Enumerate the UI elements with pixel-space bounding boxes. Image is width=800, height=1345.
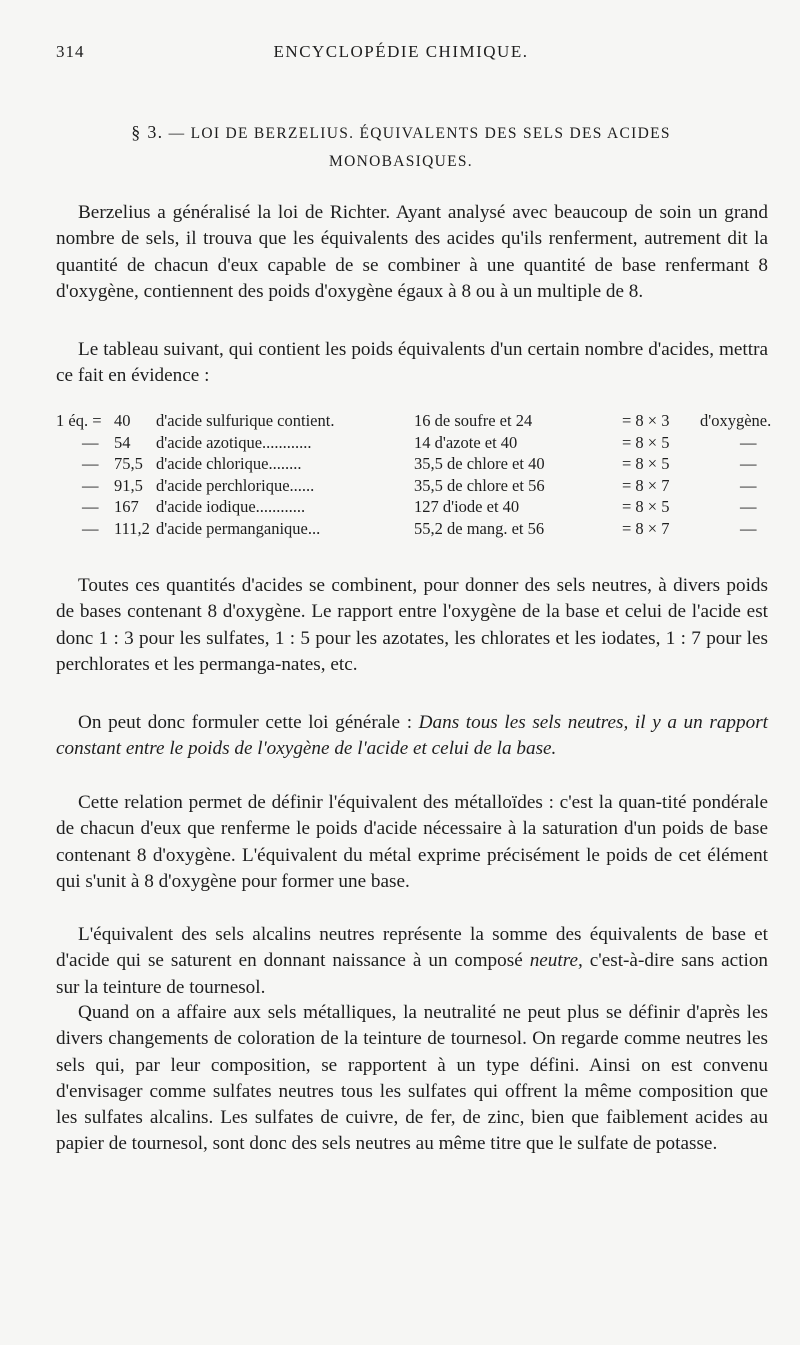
element-content: 127 d'iode et 40: [414, 497, 520, 517]
row-prefix: 1 éq. =: [56, 411, 102, 430]
acid-name: d'acide azotique............: [156, 432, 312, 452]
row-note: —: [740, 454, 757, 474]
paragraph-2-text: Le tableau suivant, qui contient les poids équivalents d'un certain nombre d'acides, mettra ce fait en évidence :: [56, 339, 768, 387]
acid-quantity: 40: [114, 411, 131, 430]
paragraph-4-law-italic: Dans tous les sels neutres, il y a un rapport constant entre le poids de l'oxygène de l'acide et celui de la base.: [56, 712, 769, 760]
oxygen-relation: = 8 × 3: [622, 411, 670, 430]
element-content: 35,5 de chlore et 56: [414, 475, 545, 495]
paragraph-5: [56, 790, 768, 895]
oxygen-relation: = 8 × 7: [622, 475, 670, 495]
table-row: [56, 432, 768, 454]
page-number: 314: [56, 42, 85, 61]
acid-name: d'acide iodique............: [156, 497, 306, 517]
table-row: [56, 410, 772, 432]
element-content: 55,2 de mang. et 56: [414, 518, 545, 538]
paragraph-1-text: Berzelius a généralisé la loi de Richter. Ayant analysé avec beaucoup de soin un grand nombre de sels, il trouva que les équivalents des acides qu'ils renferment, autrement dit la quantité de chacun d'eux capable de se combiner à une quantité de base renfermant 8 d'oxygène, contiennent des poids d'oxygène égaux à 8 ou à un multiple de 8.: [56, 202, 768, 302]
acid-quantity: 54: [114, 432, 131, 452]
acid-quantity: 111,2: [114, 518, 150, 538]
paragraph-7: [56, 1000, 768, 1158]
paragraph-6-end: c'est-à-dire sans action sur la teinture de tournesol.: [56, 950, 769, 998]
oxygen-relation: = 8 × 5: [622, 432, 670, 452]
acid-name: d'acide sulfurique contient.: [156, 411, 335, 430]
row-note: —: [740, 432, 757, 452]
section-title: [56, 118, 746, 176]
paragraph-6: [56, 922, 768, 1001]
oxygen-relation: = 8 × 7: [622, 518, 670, 538]
element-content: 16 de soufre et 24: [414, 411, 533, 430]
row-prefix: —: [82, 454, 99, 474]
table-row: [56, 475, 768, 497]
page-header: [56, 42, 746, 70]
paragraph-2: [56, 337, 768, 390]
row-note: —: [740, 518, 757, 538]
paragraph-3-text: Toutes ces quantités d'acides se combinent, pour donner des sels neutres, à divers poids de bases contenant 8 d'oxygène. Le rapport entre l'oxygène de la base et celui de l'acide est donc 1 : 3 pour les sulfates, 1 : 5 pour les azotates, les chlorates et les iodates, 1 : 7 pour les perchlorates et les permanga-nates, etc.: [56, 575, 768, 675]
row-prefix: —: [82, 497, 99, 517]
paragraph-4-text: On peut donc formuler cette loi générale :: [78, 712, 419, 733]
section-title-text: — LOI DE BERZELIUS. ÉQUIVALENTS DES SELS DES ACIDES: [168, 125, 671, 142]
element-content: 35,5 de chlore et 40: [414, 454, 545, 474]
row-note: d'oxygène.: [700, 411, 772, 430]
section-title-line2: MONOBASIQUES.: [329, 153, 473, 170]
equivalents-table: [56, 410, 772, 540]
row-note: —: [740, 475, 757, 495]
acid-name: d'acide permanganique...: [156, 518, 321, 538]
paragraph-4: [56, 710, 768, 763]
paragraph-5-text: Cette relation permet de définir l'équivalent des métalloïdes : c'est la quan-tité pondérale de chacun d'eux que renferme le poids d'acide nécessaire à la saturation d'un poids de base contenant 8 d'oxygène. L'équivalent du métal exprime précisément le poids de cet élément qui s'unit à 8 d'oxygène pour former une base.: [56, 792, 768, 892]
acid-quantity: 91,5: [114, 475, 143, 495]
table-row: [56, 453, 768, 475]
table-row: [56, 518, 768, 540]
row-note: —: [740, 497, 757, 517]
table-row: [56, 496, 768, 518]
paragraph-3: [56, 573, 768, 678]
oxygen-relation: = 8 × 5: [622, 454, 670, 474]
row-prefix: —: [82, 518, 99, 538]
section-number: § 3.: [131, 122, 164, 142]
running-title: ENCYCLOPÉDIE CHIMIQUE.: [273, 42, 529, 61]
paragraph-7-text: Quand on a affaire aux sels métalliques, la neutralité ne peut plus se définir d'après les divers changements de coloration de la teinture de tournesol. On regarde comme neutres les sels qui, par leur composition, se rapportent à un type défini. Ainsi on est convenu d'envisager comme sulfates neutres tous les sulfates qui offrent la même composition que les sulfates alcalins. Les sulfates de cuivre, de fer, de zinc, bien que faiblement acides au papier de tournesol, sont donc des sels neutres au même titre que le sulfate de potasse.: [56, 1002, 768, 1155]
paragraph-6-text: L'équivalent des sels alcalins neutres représente la somme des équivalents de base et d'acide qui se saturent en donnant naissance à un composé: [56, 924, 768, 972]
element-content: 14 d'azote et 40: [414, 432, 518, 452]
acid-quantity: 75,5: [114, 454, 143, 474]
acid-name: d'acide perchlorique......: [156, 475, 315, 495]
row-prefix: —: [82, 432, 99, 452]
acid-quantity: 167: [114, 497, 139, 517]
acid-name: d'acide chlorique........: [156, 454, 302, 474]
oxygen-relation: = 8 × 5: [622, 497, 670, 517]
paragraph-1: [56, 200, 768, 305]
paragraph-6-italic: neutre,: [529, 950, 583, 972]
row-prefix: —: [82, 475, 99, 495]
section-title-line1: [56, 118, 746, 148]
